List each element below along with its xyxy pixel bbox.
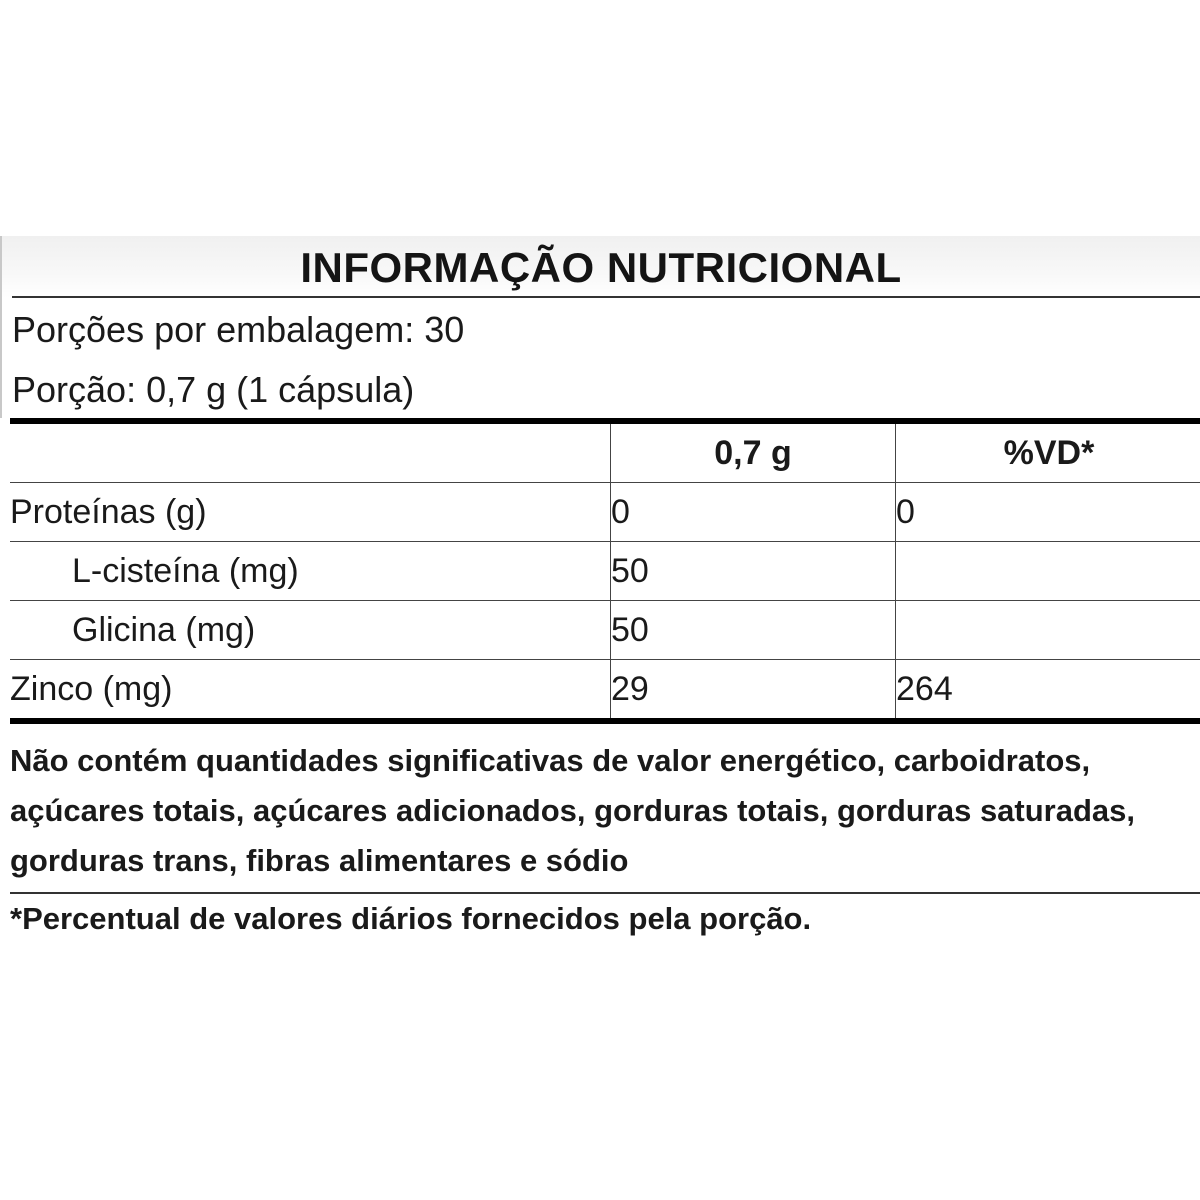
serving-size-row: [0, 358, 1200, 418]
table-row: [10, 542, 1200, 601]
nutrition-notes: Não contém quantidades significativas de valor energético, carboidratos, açúcares totais, açúcares adicionados, gorduras totais, gorduras saturadas, gorduras trans, fibras alimentares e sódio: [10, 743, 1136, 878]
table-row: [10, 660, 1200, 719]
label-title: INFORMAÇÃO NUTRICIONAL: [300, 244, 902, 291]
header-amount: 0,7 g: [611, 424, 896, 483]
nutrient-name: Glicina (mg): [72, 611, 256, 649]
nutrient-amount: 0: [611, 483, 896, 542]
nutrient-amount: 29: [611, 660, 896, 719]
servings-per-package: Porções por embalagem: 30: [12, 309, 465, 350]
serving-size: Porção: 0,7 g (1 cápsula): [12, 369, 415, 410]
nutrition-label: [0, 236, 1200, 940]
title-band: [0, 236, 1200, 298]
footnote: *Percentual de valores diários fornecidos pela porção.: [10, 901, 812, 936]
nutrient-name: Proteínas (g): [10, 493, 207, 531]
nutrient-amount: 50: [611, 601, 896, 660]
nutrient-daily-value: 264: [896, 660, 1200, 719]
nutrient-daily-value: [896, 542, 1200, 601]
nutrient-name: Zinco (mg): [10, 670, 173, 708]
table-row: [10, 483, 1200, 542]
header-nutrient: [10, 424, 611, 483]
nutrient-daily-value: 0: [896, 483, 1200, 542]
table-header-row: [10, 424, 1200, 483]
nutrient-name: L-cisteína (mg): [72, 552, 299, 590]
nutrition-table: [10, 424, 1200, 718]
servings-per-package-row: [0, 298, 1200, 358]
nutrient-daily-value: [896, 601, 1200, 660]
header-daily-value: %VD*: [896, 424, 1200, 483]
table-row: [10, 601, 1200, 660]
nutrient-amount: 50: [611, 542, 896, 601]
